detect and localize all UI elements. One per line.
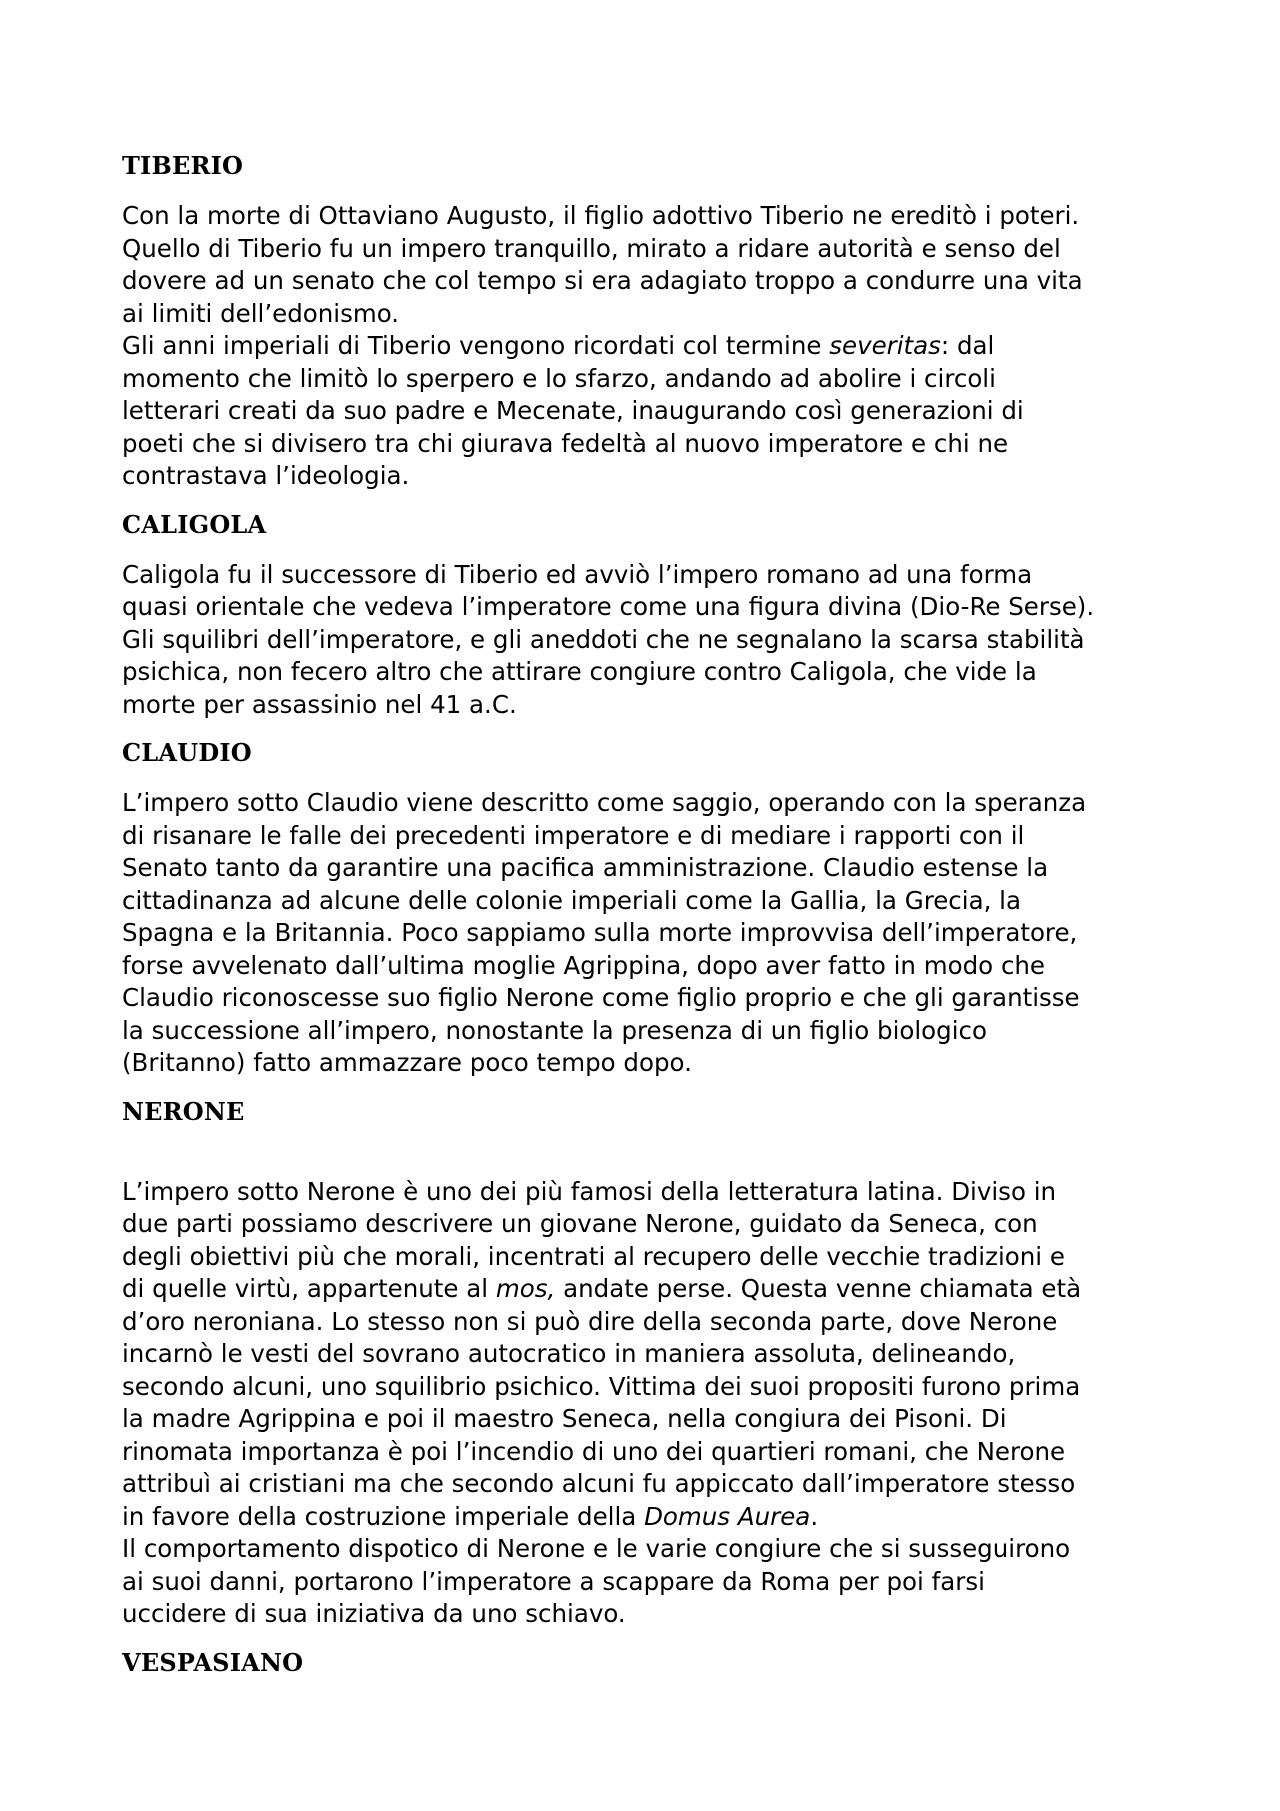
paragraph-claudio: [122, 787, 1182, 1080]
emphasis-domus-aurea: Domus Aurea: [644, 1501, 811, 1531]
text-line: rinomata importanza è poi l’incendio di uno dei quartieri romani, che Nerone: [122, 1436, 1066, 1466]
text-line: la successione all’impero, nonostante la presenza di un figlio biologico: [122, 1015, 987, 1045]
text-line: morte per assassinio nel 41 a.C.: [122, 689, 517, 719]
text-line: ai limiti dell’edonismo.: [122, 298, 400, 328]
text-line: momento che limitò lo sperpero e lo sfarzo, andando ad abolire i circoli: [122, 363, 996, 393]
text-line: Quello di Tiberio fu un impero tranquillo, mirato a ridare autorità e senso del: [122, 233, 1061, 263]
text-line: L’impero sotto Claudio viene descritto come saggio, operando con la speranza: [122, 788, 1087, 817]
section-heading-tiberio: TIBERIO: [122, 151, 244, 180]
section-heading-caligola: CALIGOLA: [122, 509, 267, 539]
text-line: Senato tanto da garantire una pacifica amministrazione. Claudio estense la: [122, 853, 1049, 882]
text-line: poeti che si divisero tra chi giurava fedeltà al nuovo imperatore e chi ne: [122, 428, 1009, 458]
text-line: uccidere di sua iniziativa da uno schiavo.: [122, 1599, 626, 1628]
text-line: Il comportamento dispotico di Nerone e le varie congiure che si susseguirono: [122, 1534, 1071, 1563]
text-line: ai suoi danni, portarono l’imperatore a scappare da Roma per poi farsi: [122, 1566, 985, 1596]
text-line: Con la morte di Ottaviano Augusto, il figlio adottivo Tiberio ne ereditò i poteri.: [122, 201, 1080, 230]
text-line: in favore della costruzione imperiale della Domus Aurea.: [122, 1501, 819, 1531]
text-line: d’oro neroniana. Lo stesso non si può dire della seconda parte, dove Nerone: [122, 1306, 1058, 1336]
paragraph-tiberio: [122, 200, 1182, 493]
text-line: psichica, non fecero altro che attirare congiure contro Caligola, che vide la: [122, 657, 1037, 686]
text-line: Claudio riconoscesse suo figlio Nerone come figlio proprio e che gli garantisse: [122, 983, 1080, 1012]
section-heading-vespasiano: VESPASIANO: [122, 1647, 304, 1677]
text-line: la madre Agrippina e poi il maestro Seneca, nella congiura dei Pisoni. Di: [122, 1404, 1007, 1433]
text-line: Caligola fu il successore di Tiberio ed avviò l’impero romano ad una forma: [122, 559, 1033, 589]
text-line: degli obiettivi più che morali, incentrati al recupero delle vecchie tradizioni e: [122, 1241, 1065, 1271]
text-line: Spagna e la Britannia. Poco sappiamo sulla morte improvvisa dell’imperatore,: [122, 918, 1078, 947]
document-page: [122, 150, 1182, 1679]
text-line: Gli squilibri dell’imperatore, e gli aneddoti che ne segnalano la scarsa stabilità: [122, 624, 1085, 654]
text-line: di quelle virtù, appartenute al mos, andate perse. Questa venne chiamata età: [122, 1274, 1082, 1303]
emphasis-severitas: severitas: [829, 331, 941, 360]
section-heading-claudio: CLAUDIO: [122, 738, 252, 767]
text-line: contrastava l’ideologia.: [122, 461, 410, 490]
text-line: dovere ad un senato che col tempo si era adagiato troppo a condurre una vita: [122, 266, 1083, 295]
text-line: attribuì ai cristiani ma che secondo alcuni fu appiccato dall’imperatore stesso: [122, 1469, 1076, 1498]
text-line: Gli anni imperiali di Tiberio vengono ricordati col termine severitas: dal: [122, 331, 995, 360]
text-line: di risanare le falle dei precedenti imperatore e di mediare i rapporti con il: [122, 820, 1025, 850]
text-line: forse avvelenato dall’ultima moglie Agrippina, dopo aver fatto in modo che: [122, 950, 1046, 980]
text-line: L’impero sotto Nerone è uno dei più famosi della letteratura latina. Diviso in: [122, 1176, 1057, 1206]
text-line: due parti possiamo descrivere un giovane Nerone, guidato da Seneca, con: [122, 1209, 1038, 1238]
paragraph-nerone: [122, 1176, 1182, 1631]
text-line: (Britanno) fatto ammazzare poco tempo dopo.: [122, 1048, 692, 1077]
emphasis-mos: mos,: [495, 1274, 556, 1303]
text-line: cittadinanza ad alcune delle colonie imperiali come la Gallia, la Grecia, la: [122, 885, 1021, 915]
text-line: incarnò le vesti del sovrano autocratico in maniera assoluta, delineando,: [122, 1339, 1016, 1368]
text-line: secondo alcuni, uno squilibrio psichico. Vittima dei suoi propositi furono prima: [122, 1371, 1081, 1401]
text-line: letterari creati da suo padre e Mecenate, inaugurando così generazioni di: [122, 396, 1024, 425]
text-line: quasi orientale che vedeva l’imperatore come una figura divina (Dio-Re Serse).: [122, 592, 1095, 621]
paragraph-caligola: [122, 559, 1182, 722]
section-heading-nerone: NERONE: [122, 1096, 245, 1126]
